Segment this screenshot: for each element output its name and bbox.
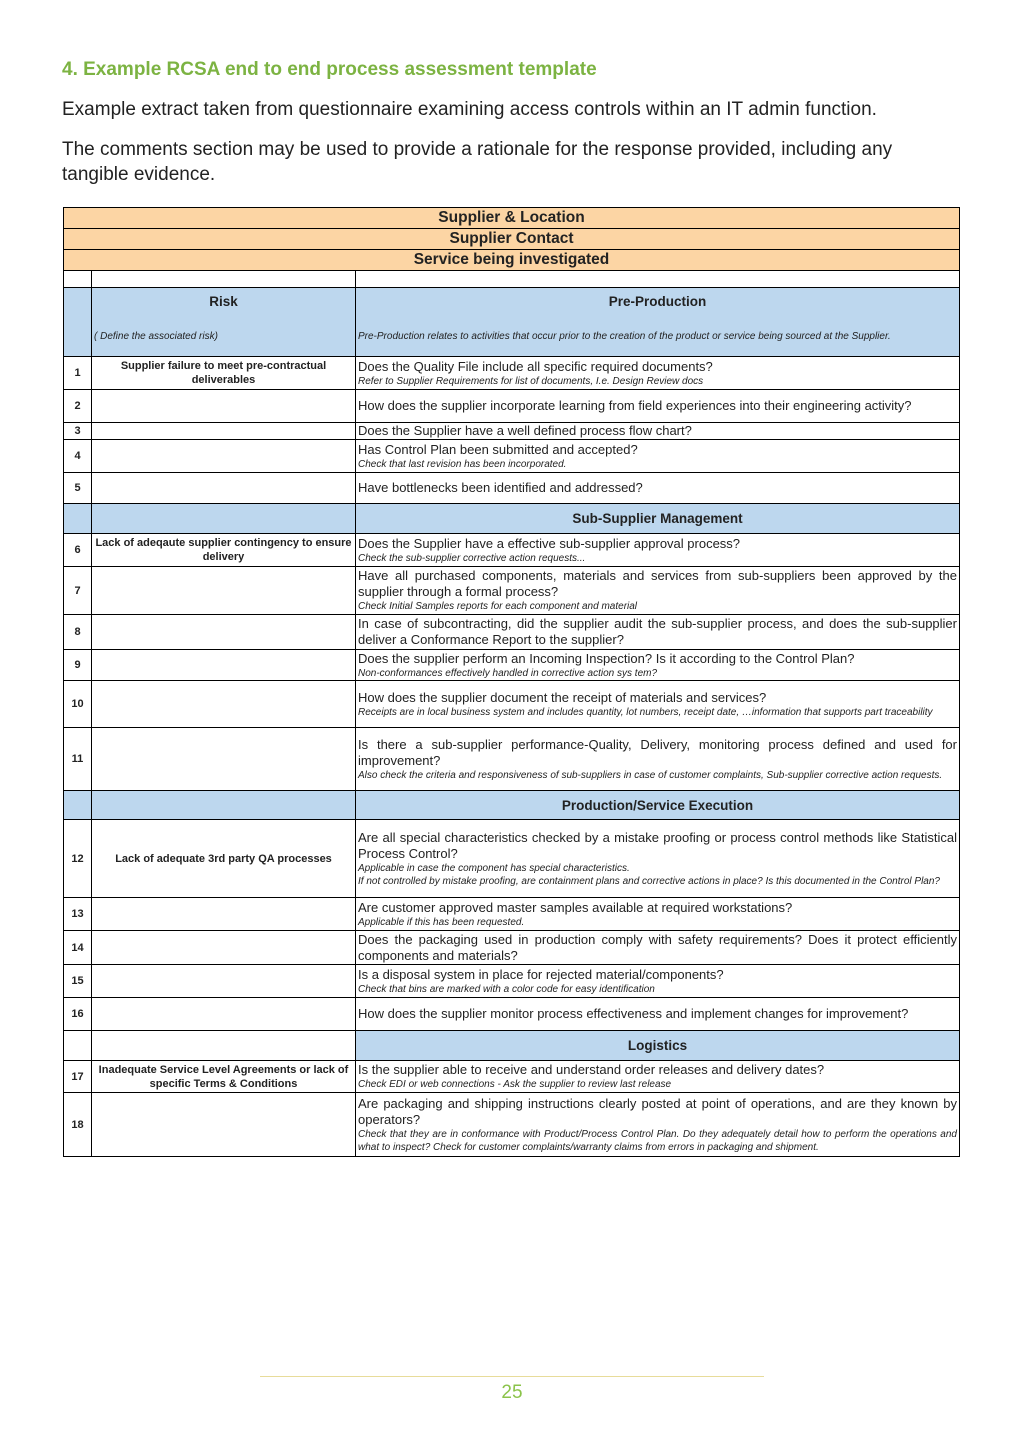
question-cell	[356, 473, 960, 504]
row-number: 15	[64, 965, 92, 998]
risk-cell	[92, 1093, 356, 1157]
guidance-note: Check that bins are marked with a color code for easy identification	[358, 983, 655, 995]
table-row	[64, 681, 960, 728]
question-cell	[356, 423, 960, 440]
row-number: 18	[64, 1093, 92, 1157]
production-rows	[64, 820, 960, 1031]
row-number: 4	[64, 440, 92, 473]
question-text: How does the supplier incorporate learning from field experiences into their engineering activity?	[358, 398, 912, 413]
question-cell	[356, 965, 960, 998]
question-cell	[356, 1061, 960, 1093]
risk-column-header	[92, 288, 356, 357]
question-cell	[356, 390, 960, 423]
row-number: 8	[64, 615, 92, 650]
risk-cell	[92, 728, 356, 791]
risk-header-label: Risk	[209, 294, 238, 309]
guidance-note: Applicable if this has been requested.	[358, 916, 525, 928]
risk-cell: Supplier failure to meet pre-contractual deliverables	[92, 357, 356, 390]
question-cell	[356, 681, 960, 728]
question-text: Is there a sub-supplier performance-Quality, Delivery, monitoring process defined and used for improvement?	[358, 736, 957, 768]
risk-cell	[92, 440, 356, 473]
guidance-note: Applicable in case the component has special characteristics.	[358, 862, 630, 874]
question-cell	[356, 567, 960, 615]
risk-cell: Lack of adequate 3rd party QA processes	[92, 820, 356, 898]
table-row	[64, 820, 960, 898]
intro-paragraph-2: The comments section may be used to provide a rationale for the response provided, including any tangible evidence.	[62, 139, 893, 185]
guidance-note: Check EDI or web connections - Ask the supplier to review last release	[358, 1079, 672, 1090]
risk-header-sub: ( Define the associated risk)	[94, 331, 218, 342]
risk-cell	[92, 650, 356, 681]
row-number: 14	[64, 931, 92, 965]
question-cell	[356, 931, 960, 965]
risk-cell: Inadequate Service Level Agreements or lack of specific Terms & Conditions	[92, 1061, 356, 1093]
question-text: Has Control Plan been submitted and accepted?	[358, 441, 638, 457]
row-number: 9	[64, 650, 92, 681]
risk-cell	[92, 931, 356, 965]
guidance-note: Check that they are in conformance with Product/Process Control Plan. Do they adequately detail how to perform the operations and what to inspect? Check for customer complaints/warranty claims from errors in packaging and shipment.	[358, 1128, 957, 1153]
question-cell	[356, 440, 960, 473]
question-text: Have all purchased components, materials and services from sub-suppliers been approved by the supplier through a formal process?	[358, 568, 957, 599]
row-number: 7	[64, 567, 92, 615]
question-cell	[356, 898, 960, 931]
question-cell	[356, 615, 960, 650]
row-number: 17	[64, 1061, 92, 1093]
question-text: Is the supplier able to receive and understand order releases and delivery dates?	[358, 1062, 825, 1077]
table-row	[64, 390, 960, 423]
question-text: Does the Supplier have a well defined process flow chart?	[358, 423, 692, 438]
risk-cell	[92, 965, 356, 998]
risk-cell	[92, 390, 356, 423]
guidance-note: Check that last revision has been incorporated.	[358, 458, 567, 470]
rcsa-assessment-table	[63, 207, 960, 1157]
question-text: Are customer approved master samples available at required workstations?	[358, 899, 793, 915]
pre-production-rows	[64, 357, 960, 504]
risk-cell	[92, 615, 356, 650]
row-number: 16	[64, 998, 92, 1031]
pre-production-sub: Pre-Production relates to activities that occur prior to the creation of the product or service being sourced at the Supplier.	[358, 331, 891, 342]
table-row	[64, 423, 960, 440]
section-logistics: Logistics	[356, 1031, 960, 1061]
question-cell	[356, 998, 960, 1031]
risk-cell	[92, 998, 356, 1031]
table-row	[64, 615, 960, 650]
question-cell	[356, 650, 960, 681]
table-row	[64, 567, 960, 615]
row-number: 13	[64, 898, 92, 931]
question-cell	[356, 820, 960, 898]
row-number: 2	[64, 390, 92, 423]
table-row	[64, 357, 960, 390]
question-cell	[356, 728, 960, 791]
question-text: Are all special characteristics checked by a mistake proofing or process control methods like Statistical Process Control?	[358, 829, 957, 861]
guidance-note: Also check the criteria and responsiveness of sub-suppliers in case of customer complaints, Sub-supplier corrective action requests.	[358, 769, 943, 781]
guidance-note: Check the sub-supplier corrective action requests...	[358, 552, 586, 564]
question-cell	[356, 534, 960, 567]
guidance-note: Receipts are in local business system and includes quantity, lot numbers, receipt date, …information that supports part traceability	[358, 706, 933, 718]
table-row	[64, 440, 960, 473]
sub-supplier-rows	[64, 534, 960, 791]
section-heading: 4. Example RCSA end to end process assessment template	[62, 59, 597, 80]
table-row	[64, 998, 960, 1031]
table-row	[64, 473, 960, 504]
risk-cell: Lack of adeqaute supplier contingency to ensure delivery	[92, 534, 356, 567]
guidance-note: If not controlled by mistake proofing, are containment plans and corrective actions in place? Is this documented in the Control Plan?	[358, 875, 940, 887]
service-header: Service being investigated	[64, 250, 960, 271]
row-number: 11	[64, 728, 92, 791]
question-text: Are packaging and shipping instructions clearly posted at point of operations, and are they known by operators?	[358, 1095, 957, 1127]
row-number: 3	[64, 423, 92, 440]
question-text: Is a disposal system in place for rejected material/components?	[358, 966, 724, 982]
pre-production-column-header	[356, 288, 960, 357]
risk-cell	[92, 567, 356, 615]
table-row	[64, 1093, 960, 1157]
section-sub-supplier: Sub-Supplier Management	[356, 504, 960, 534]
question-text: Does the Quality File include all specific required documents?	[358, 358, 713, 374]
row-number: 1	[64, 357, 92, 390]
risk-cell	[92, 681, 356, 728]
supplier-location-header: Supplier & Location	[64, 208, 960, 229]
question-text: Does the Supplier have a effective sub-supplier approval process?	[358, 535, 741, 551]
table-row	[64, 650, 960, 681]
table-row	[64, 728, 960, 791]
risk-cell	[92, 473, 356, 504]
section-production: Production/Service Execution	[356, 791, 960, 820]
table-row	[64, 931, 960, 965]
intro-paragraph-1: Example extract taken from questionnaire examining access controls within an IT admin function.	[62, 99, 877, 120]
question-cell	[356, 357, 960, 390]
question-text: How does the supplier monitor process effectiveness and implement changes for improvement?	[358, 1006, 909, 1021]
table-row	[64, 534, 960, 567]
question-text: Does the packaging used in production comply with safety requirements? Does it protect efficiently components and materials?	[358, 931, 957, 963]
logistics-rows	[64, 1061, 960, 1157]
table-row	[64, 898, 960, 931]
table-row	[64, 965, 960, 998]
guidance-note: Non-conformances effectively handled in corrective action sys tem?	[358, 667, 658, 679]
row-number: 5	[64, 473, 92, 504]
table-row	[64, 1061, 960, 1093]
risk-cell	[92, 423, 356, 440]
pre-production-label: Pre-Production	[608, 294, 707, 309]
footer-divider	[260, 1376, 764, 1377]
question-cell	[356, 1093, 960, 1157]
supplier-contact-header: Supplier Contact	[64, 229, 960, 250]
question-text: In case of subcontracting, did the supplier audit the sub-supplier process, and does the sub-supplier deliver a Conformance Report to the supplier?	[358, 616, 957, 647]
page-number: 25	[501, 1382, 523, 1403]
question-text: Does the supplier perform an Incoming Inspection? Is it according to the Control Plan?	[358, 650, 855, 666]
row-number: 12	[64, 820, 92, 898]
row-number: 6	[64, 534, 92, 567]
question-text: Have bottlenecks been identified and addressed?	[358, 480, 643, 495]
risk-cell	[92, 898, 356, 931]
guidance-note: Refer to Supplier Requirements for list of documents, I.e. Design Review docs	[358, 375, 704, 387]
guidance-note: Check Initial Samples reports for each component and material	[358, 601, 638, 612]
row-number: 10	[64, 681, 92, 728]
question-text: How does the supplier document the receipt of materials and services?	[358, 689, 767, 705]
